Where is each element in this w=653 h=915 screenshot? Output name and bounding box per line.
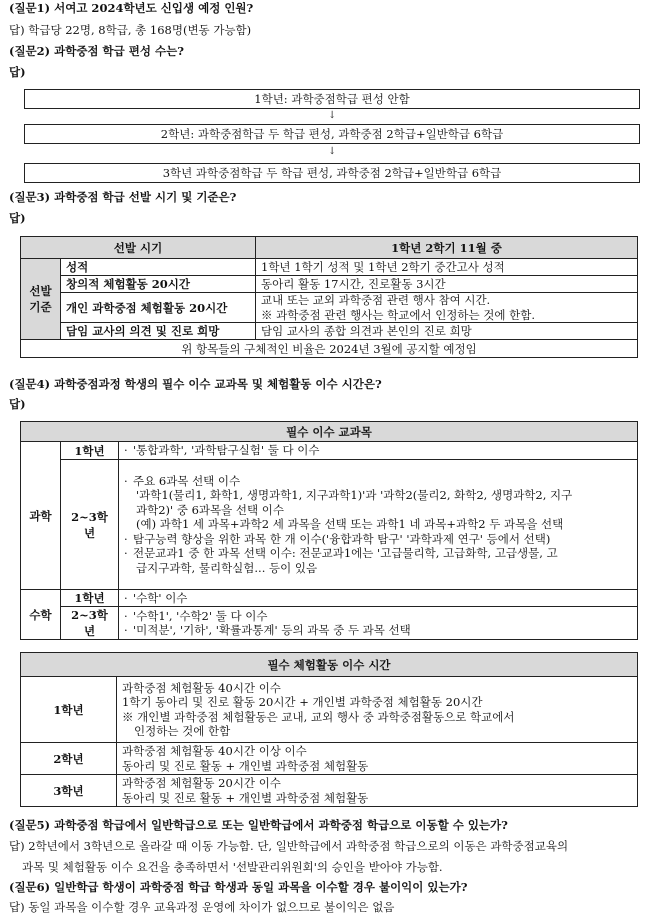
question-3: (질문3) 과학중점 학급 선발 시기 및 기준은?	[9, 190, 237, 204]
course-item: · '수학1', '수학2' 둘 다 이수	[124, 609, 632, 624]
answer-4-label: 답)	[9, 397, 26, 411]
activity-note: 인정하는 것에 한함	[134, 724, 231, 738]
course-item: · 전문교과1 중 한 과목 선택 이수: 전문교과1에는 '고급물리학, 고급화학, 고급생물, 고	[124, 546, 632, 561]
criteria-note: ※ 과학중점 관련 행사는 학교에서 인정하는 것에 한함.	[261, 307, 536, 322]
course-detail: 과학2)' 중 6과목을 선택 이수	[136, 502, 284, 517]
course-item: · 주요 6과목 선택 이수	[124, 474, 632, 489]
flow-step-grade3: 3학년 과학중점학급 두 학급 편성, 과학중점 2학급+일반학급 6학급	[24, 163, 640, 183]
question-5: (질문5) 과학중점 학급에서 일반학급으로 또는 일반학급에서 과학중점 학급으로 이동할 수 있는가?	[9, 818, 508, 832]
flow-step-grade1: 1학년: 과학중점학급 편성 안함	[24, 89, 640, 109]
flow-arrow-down-icon: ↓	[328, 110, 337, 121]
answer-3-label: 답)	[9, 211, 26, 225]
criteria-value: 1학년 1학기 성적 및 1학년 2학기 중간고사 성적	[256, 259, 638, 276]
answer-5-line1: 답) 2학년에서 3학년으로 올라갈 때 이동 가능함. 단, 일반학급에서 과학중점 학급으로의 이동은 과학중점교육의	[9, 839, 569, 853]
selection-table	[20, 236, 638, 358]
activities-title: 필수 체험활동 이수 시간	[21, 653, 638, 677]
criteria-value: 동아리 활동 17시간, 진로활동 3시간	[256, 276, 638, 293]
selection-criteria-label: 선발 기준	[21, 259, 61, 340]
flow-arrow-down-icon: ↓	[328, 146, 337, 157]
criteria-key: 개인 과학중점 체험활동 20시간	[61, 293, 256, 323]
selection-period-header: 선발 시기	[21, 237, 256, 259]
question-6: (질문6) 일반학급 학생이 과학중점 학급 학생과 동일 과목을 이수할 경우 불이익이 있는가?	[9, 880, 468, 894]
course-detail: (예) 과학1 세 과목+과학2 세 과목을 선택 또는 과학1 네 과목+과학2 두 과목을 선택	[136, 517, 564, 532]
flow-step-grade2: 2학년: 과학중점학급 두 학급 편성, 과학중점 2학급+일반학급 6학급	[24, 124, 640, 144]
question-2: (질문2) 과학중점 학급 편성 수는?	[9, 44, 184, 58]
course-item: · 탐구능력 향상을 위한 과목 한 개 이수('융합과학 탐구' '과학과제 연구' 등에서 선택)	[124, 532, 632, 547]
course-item: · '통합과학', '과학탐구실험' 둘 다 이수	[124, 443, 632, 458]
selection-period-value: 1학년 2학기 11월 중	[256, 237, 638, 259]
activity-line: 과학중점 체험활동 20시간 이수	[122, 776, 281, 790]
criteria-value: 담임 교사의 종합 의견과 본인의 진로 희망	[256, 323, 638, 340]
subject-science: 과학	[21, 442, 61, 590]
selection-note: 위 항목들의 구체적인 비율은 2024년 3월에 공지할 예정임	[21, 340, 638, 358]
answer-5-line2: 과목 및 체험활동 이수 요건을 충족하면서 '선발관리위원회'의 승인을 받아야 가능함.	[22, 860, 443, 874]
course-detail: '과학1(물리1, 화학1, 생명과학1, 지구과학1)'과 '과학2(물리2, 화학2, 생명과학2, 지구	[136, 488, 573, 503]
grade-label: 1학년	[61, 442, 119, 460]
activity-line: 동아리 및 진로 활동 + 개인별 과학중점 체험활동	[122, 790, 369, 805]
criteria-key: 담임 교사의 의견 및 진로 희망	[61, 323, 256, 340]
grade-label: 2학년	[21, 743, 117, 775]
criteria-key: 창의적 체험활동 20시간	[61, 276, 256, 293]
criteria-value: 교내 또는 교외 과학중점 관련 행사 참여 시간.	[261, 293, 491, 307]
answer-1: 답) 학급당 22명, 8학급, 총 168명(변동 가능함)	[9, 23, 252, 37]
required-courses-table	[20, 421, 638, 640]
grade-label: 1학년	[21, 677, 117, 743]
grade-label: 1학년	[61, 590, 119, 607]
activity-note: ※ 개인별 과학중점 체험활동은 교내, 교외 행사 중 과학중점활동으로 학교에서	[122, 709, 515, 724]
subject-math: 수학	[21, 590, 61, 640]
answer-6: 답) 동일 과목을 이수할 경우 교육과정 운영에 차이가 없으므로 불이익은 없음	[9, 900, 395, 914]
courses-title: 필수 이수 교과목	[21, 422, 638, 442]
grade-label: 2~3학년	[61, 607, 119, 640]
question-4: (질문4) 과학중점과정 학생의 필수 이수 교과목 및 체험활동 이수 시간은?	[9, 377, 382, 391]
activity-line: 1학기 동아리 및 진로 활동 20시간 + 개인별 과학중점 체험활동 20시간	[122, 695, 483, 709]
course-detail: 급지구과학, 물리학실험... 등이 있음	[136, 560, 318, 575]
activity-line: 동아리 및 진로 활동 + 개인별 과학중점 체험활동	[122, 758, 369, 773]
grade-label: 3학년	[21, 775, 117, 807]
course-item: · '미적분', '기하', '확률과통계' 등의 과목 중 두 과목 선택	[124, 623, 632, 638]
required-activities-table	[20, 652, 638, 807]
question-1: (질문1) 서여고 2024학년도 신입생 예정 인원?	[9, 1, 254, 15]
course-item: · '수학' 이수	[124, 591, 632, 606]
answer-2-label: 답)	[9, 65, 26, 79]
activity-line: 과학중점 체험활동 40시간 이수	[122, 680, 281, 695]
criteria-key: 성적	[61, 259, 256, 276]
activity-line: 과학중점 체험활동 40시간 이상 이수	[122, 744, 307, 758]
grade-label: 2~3학년	[61, 460, 119, 590]
